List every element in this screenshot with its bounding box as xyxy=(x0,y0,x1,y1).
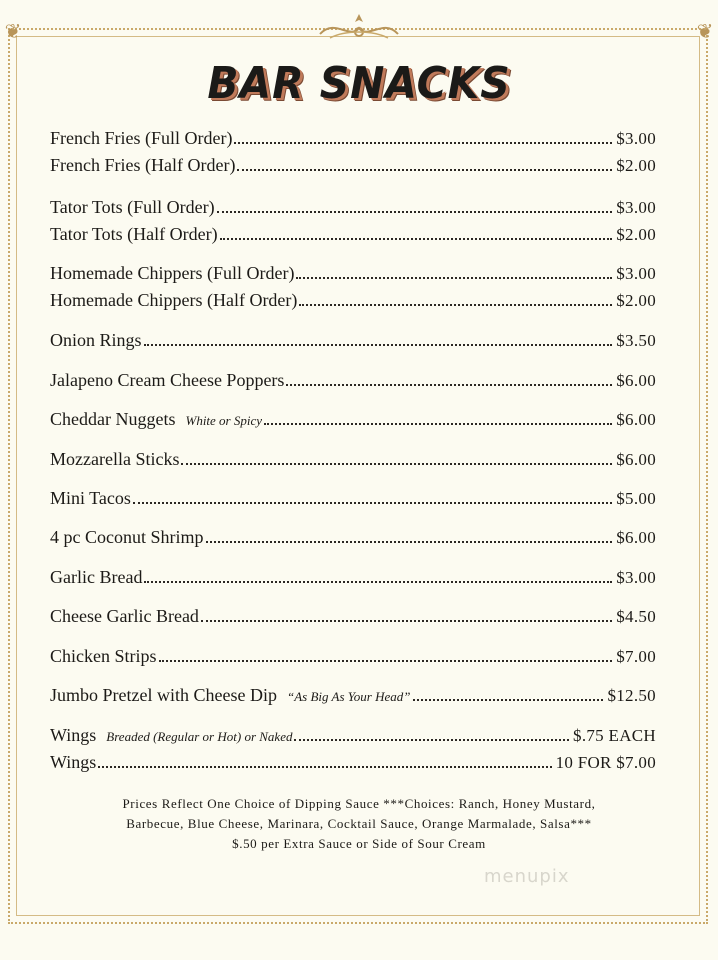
dot-leader xyxy=(206,541,613,543)
menu-item-name: Tator Tots (Full Order) xyxy=(50,197,215,217)
menu-item-row xyxy=(50,752,656,773)
sauce-note-line: Prices Reflect One Choice of Dipping Sauce ***Choices: Ranch, Honey Mustard, xyxy=(122,796,596,811)
dot-leader xyxy=(413,699,604,701)
dot-leader xyxy=(299,304,612,306)
sauce-note-line: Barbecue, Blue Cheese, Marinara, Cocktail Sauce, Orange Marmalade, Salsa*** xyxy=(126,816,592,831)
corner-flourish-icon: ❦ xyxy=(696,19,714,43)
menu-item-row xyxy=(50,370,656,391)
menu-item-price: $3.50 xyxy=(616,331,656,350)
menu-item-row xyxy=(50,725,656,746)
dot-leader xyxy=(286,384,612,386)
dot-leader xyxy=(294,739,569,741)
watermark-text: menupix xyxy=(484,866,570,887)
menu-item-name: 4 pc Coconut Shrimp xyxy=(50,527,204,547)
menu-item-row xyxy=(50,685,656,706)
menu-item-price: $6.00 xyxy=(616,371,656,390)
dot-leader xyxy=(296,277,612,279)
sauce-note-line: $.50 per Extra Sauce or Side of Sour Cream xyxy=(232,836,486,851)
menu-item-price: $2.00 xyxy=(616,291,656,310)
menu-item-row xyxy=(50,128,656,149)
dot-leader xyxy=(98,766,551,768)
ornament-crest-icon xyxy=(310,10,408,46)
menu-item-name: Jumbo Pretzel with Cheese Dip xyxy=(50,685,277,705)
menu-item-price: $2.00 xyxy=(616,156,656,175)
menu-item-row xyxy=(50,197,656,218)
menu-item-name: Garlic Bread xyxy=(50,567,143,587)
menu-item-name: Tator Tots (Half Order) xyxy=(50,224,218,244)
menu-item-price: $3.00 xyxy=(616,264,656,283)
dot-leader xyxy=(144,344,613,346)
menu-item-price: $3.00 xyxy=(616,198,656,217)
menu-title: BAR SNACKS xyxy=(207,58,511,109)
dot-leader xyxy=(159,660,613,662)
menu-item-row xyxy=(50,567,656,588)
menu-item-row xyxy=(50,488,656,509)
menu-item-row xyxy=(50,527,656,548)
dot-leader xyxy=(234,142,612,144)
menu-item-name: Cheese Garlic Bread xyxy=(50,606,199,626)
menu-item-row xyxy=(50,409,656,430)
menu-item-name: Mini Tacos xyxy=(50,488,131,508)
menu-item-name: Wings xyxy=(50,752,97,772)
menu-item-name: Cheddar Nuggets xyxy=(50,409,176,429)
menu-item-price: 10 FOR $7.00 xyxy=(555,753,656,772)
menu-item-name: Mozzarella Sticks xyxy=(50,449,180,469)
menu-item-row xyxy=(50,606,656,627)
menu-item-name: French Fries (Full Order) xyxy=(50,128,233,148)
menu-item-name: Wings xyxy=(50,725,97,745)
menu-item-row xyxy=(50,449,656,470)
menu-item-note: Breaded (Regular or Hot) or Naked xyxy=(106,729,293,744)
menu-item-row xyxy=(50,155,656,176)
menu-item-price: $7.00 xyxy=(616,647,656,666)
menu-item-price: $3.00 xyxy=(616,568,656,587)
menu-item-name: Onion Rings xyxy=(50,330,142,350)
menu-item-name: Chicken Strips xyxy=(50,646,157,666)
menu-item-price: $3.00 xyxy=(616,129,656,148)
dot-leader xyxy=(133,502,612,504)
menu-item-price: $12.50 xyxy=(607,686,656,705)
menu-item-name: Homemade Chippers (Full Order) xyxy=(50,263,295,283)
dot-leader xyxy=(181,463,612,465)
menu-item-row xyxy=(50,224,656,245)
corner-flourish-icon: ❦ xyxy=(4,19,22,43)
menu-item-row xyxy=(50,263,656,284)
dot-leader xyxy=(264,423,612,425)
dot-leader xyxy=(220,238,613,240)
menu-item-row xyxy=(50,290,656,311)
menu-item-price: $.75 EACH xyxy=(573,726,656,745)
sauce-note xyxy=(40,794,678,854)
dot-leader xyxy=(217,211,613,213)
menu-item-row xyxy=(50,646,656,667)
menu-item-name: French Fries (Half Order) xyxy=(50,155,236,175)
menu-item-price: $5.00 xyxy=(616,489,656,508)
dot-leader xyxy=(144,581,612,583)
dot-leader xyxy=(201,620,612,622)
menu-item-note: “As Big As Your Head” xyxy=(286,689,411,704)
menu-item-price: $4.50 xyxy=(616,607,656,626)
menu-item-price: $2.00 xyxy=(616,225,656,244)
menu-item-row xyxy=(50,330,656,351)
menu-item-name: Homemade Chippers (Half Order) xyxy=(50,290,298,310)
menu-item-price: $6.00 xyxy=(616,528,656,547)
menu-item-price: $6.00 xyxy=(616,450,656,469)
dot-leader xyxy=(237,169,612,171)
menu-item-name: Jalapeno Cream Cheese Poppers xyxy=(50,370,285,390)
menu-item-price: $6.00 xyxy=(616,410,656,429)
menu-item-note: White or Spicy xyxy=(185,413,263,428)
